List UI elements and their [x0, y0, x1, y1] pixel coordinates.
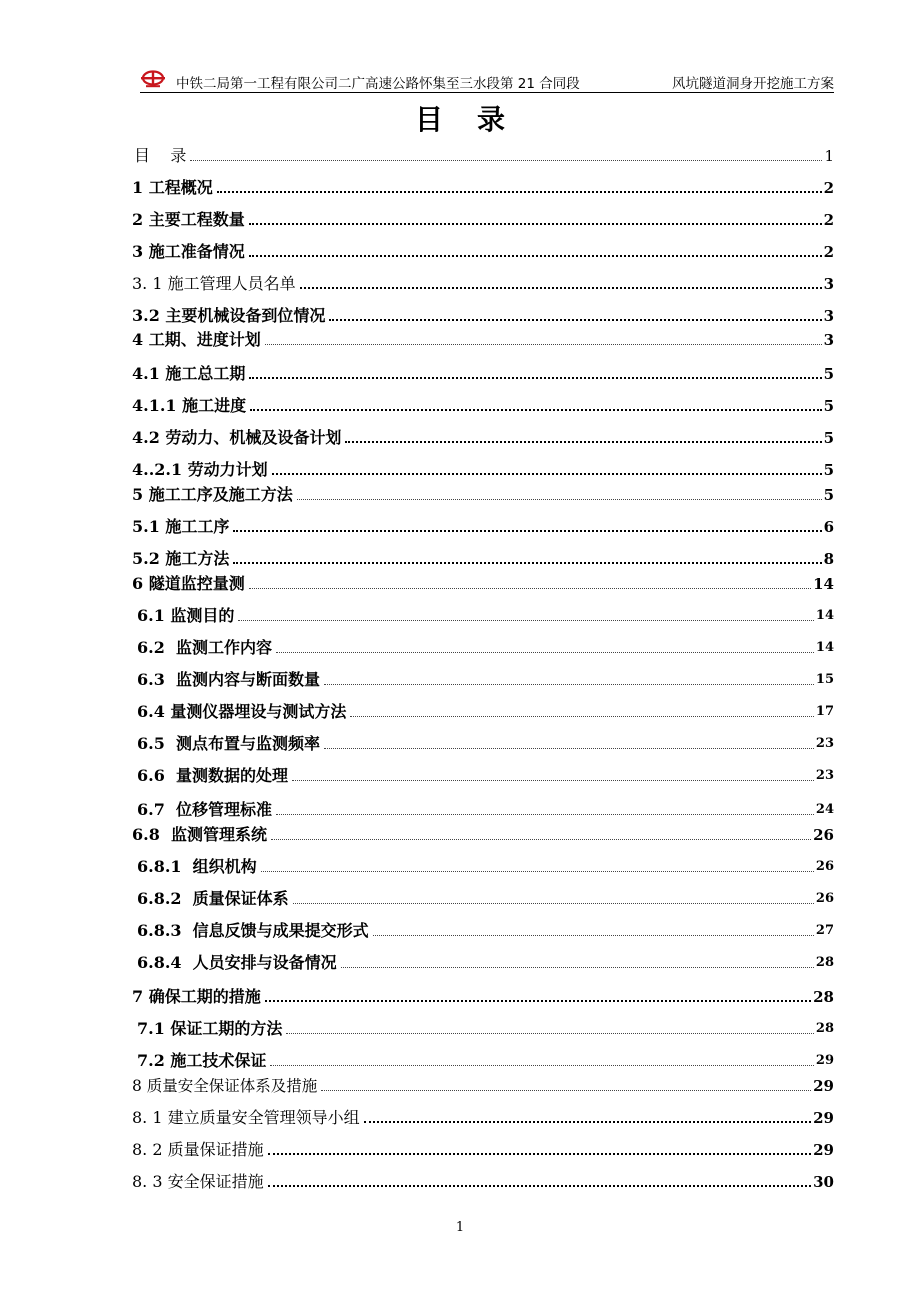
toc-entry-page: 26 — [815, 891, 834, 906]
toc-entry-label: 3. 1 施工管理人员名单 — [132, 274, 296, 293]
toc-leader — [268, 1153, 812, 1155]
toc-entry-page: 1 — [824, 147, 834, 165]
toc-entry[interactable] — [132, 570, 834, 594]
toc-leader — [238, 620, 813, 621]
toc-entry-label: 6.8.1 组织机构 — [137, 857, 257, 876]
toc-entry[interactable] — [137, 885, 834, 909]
toc-entry-label: 6.8 监测管理系统 — [132, 825, 267, 844]
toc-entry[interactable] — [132, 424, 834, 448]
toc-entry[interactable] — [134, 142, 834, 166]
toc-entry-label: 目 录 — [134, 146, 187, 165]
toc-entry-page: 3 — [823, 307, 834, 325]
toc-entry-page: 24 — [815, 802, 834, 817]
toc-entry[interactable] — [137, 1015, 834, 1039]
toc-leader — [217, 191, 822, 193]
toc-entry[interactable] — [132, 302, 834, 326]
toc-entry-page: 3 — [823, 275, 834, 293]
toc-leader — [271, 839, 811, 840]
page-number: 1 — [455, 1220, 465, 1235]
toc-entry[interactable] — [132, 1072, 834, 1096]
toc-leader — [341, 967, 814, 968]
toc-entry[interactable] — [132, 481, 834, 505]
toc-leader — [265, 1000, 811, 1002]
toc-leader — [329, 319, 821, 321]
toc-entry-page: 26 — [813, 826, 834, 844]
toc-entry[interactable] — [137, 796, 834, 820]
toc-entry-label: 6.8.3 信息反馈与成果提交形式 — [137, 921, 369, 940]
toc-leader — [292, 780, 814, 781]
toc-entry-label: 7 确保工期的措施 — [132, 987, 261, 1006]
toc-leader — [249, 377, 821, 379]
toc-leader — [249, 588, 811, 589]
toc-entry-page: 17 — [815, 704, 834, 719]
toc-entry[interactable] — [132, 1136, 834, 1160]
toc-entry-label: 6.7 位移管理标准 — [137, 800, 272, 819]
toc-leader — [297, 499, 822, 500]
toc-leader — [261, 871, 814, 872]
toc-leader — [324, 748, 814, 749]
toc-entry-label: 3 施工准备情况 — [132, 242, 245, 261]
toc-entry-label: 4.1.1 施工进度 — [132, 396, 247, 415]
toc-entry-page: 28 — [815, 955, 834, 970]
toc-entry-page: 2 — [823, 243, 834, 261]
toc-entry[interactable] — [137, 917, 834, 941]
toc-entry-label: 2 主要工程数量 — [132, 210, 245, 229]
toc-entry-label: 7.2 施工技术保证 — [137, 1051, 267, 1070]
toc-leader — [270, 1065, 813, 1066]
toc-leader — [233, 562, 821, 564]
toc-entry-page: 15 — [815, 672, 834, 687]
page-title: 目录 — [414, 103, 539, 136]
toc-entry-label: 5 施工工序及施工方法 — [132, 485, 293, 504]
toc-entry-page: 28 — [815, 1021, 834, 1036]
toc-leader — [293, 903, 814, 904]
toc-entry[interactable] — [137, 634, 834, 658]
toc-entry-page: 14 — [815, 608, 834, 623]
toc-leader — [249, 223, 822, 225]
toc-entry[interactable] — [132, 326, 834, 350]
toc-entry-label: 6.8.4 人员安排与设备情况 — [137, 953, 337, 972]
toc-entry-label: 6.6 量测数据的处理 — [137, 766, 288, 785]
toc-entry-label: 4.2 劳动力、机械及设备计划 — [132, 428, 342, 447]
toc-entry-label: 4.1 施工总工期 — [132, 364, 246, 383]
toc-leader — [276, 652, 814, 653]
toc-entry-page: 29 — [813, 1109, 834, 1127]
toc-leader — [345, 441, 821, 443]
toc-entry-label: 8. 3 安全保证措施 — [132, 1172, 264, 1191]
toc-entry[interactable] — [137, 1047, 834, 1071]
toc-entry-label: 6.3 监测内容与断面数量 — [137, 670, 320, 689]
toc-entry[interactable] — [132, 238, 834, 262]
toc-entry-page: 5 — [823, 461, 834, 479]
toc-entry[interactable] — [137, 762, 834, 786]
toc-entry[interactable] — [137, 666, 834, 690]
toc-leader — [350, 716, 813, 717]
toc-entry[interactable] — [132, 456, 834, 480]
toc-entry-label: 6.1 监测目的 — [137, 606, 235, 625]
toc-entry-page: 23 — [815, 768, 834, 783]
toc-entry[interactable] — [132, 1104, 834, 1128]
toc-leader — [300, 287, 822, 289]
toc-entry-page: 6 — [823, 518, 834, 536]
toc-entry-page: 5 — [823, 486, 834, 504]
toc-entry-label: 7.1 保证工期的方法 — [137, 1019, 283, 1038]
toc-entry-label: 6.8.2 质量保证体系 — [137, 889, 289, 908]
toc-entry-page: 29 — [815, 1053, 834, 1068]
toc-entry[interactable] — [137, 698, 834, 722]
toc-entry[interactable] — [132, 983, 834, 1007]
toc-entry-page: 5 — [823, 365, 834, 383]
toc-leader — [276, 814, 814, 815]
toc-entry-page: 2 — [823, 179, 834, 197]
toc-entry[interactable] — [132, 545, 834, 569]
toc-leader — [324, 684, 814, 685]
toc-entry-page: 23 — [815, 736, 834, 751]
toc-entry[interactable] — [132, 821, 834, 845]
toc-leader — [190, 160, 822, 161]
toc-entry[interactable] — [132, 392, 834, 416]
toc-entry-label: 6.5 测点布置与监测频率 — [137, 734, 320, 753]
toc-entry-label: 8 质量安全保证体系及措施 — [132, 1077, 318, 1095]
toc-entry-label: 6.4 量测仪器埋设与测试方法 — [137, 702, 347, 721]
toc-entry[interactable] — [132, 360, 834, 384]
toc-entry[interactable] — [137, 949, 834, 973]
toc-entry-label: 8. 1 建立质量安全管理领导小组 — [132, 1108, 360, 1127]
toc-entry-page: 27 — [815, 923, 834, 938]
toc-leader — [364, 1121, 812, 1123]
toc-entry-page: 14 — [813, 575, 834, 593]
toc-entry-page: 30 — [813, 1173, 834, 1191]
toc-entry-label: 3.2 主要机械设备到位情况 — [132, 306, 326, 325]
toc-entry[interactable] — [132, 206, 834, 230]
toc-entry[interactable] — [132, 513, 834, 537]
toc-leader — [233, 530, 821, 532]
toc-entry-label: 1 工程概况 — [132, 178, 213, 197]
toc-leader — [249, 255, 822, 257]
toc-entry[interactable] — [132, 270, 834, 294]
toc-entry-page: 29 — [813, 1141, 834, 1159]
toc-entry-page: 28 — [813, 988, 834, 1006]
toc-entry-page: 3 — [823, 331, 834, 349]
toc-entry[interactable] — [132, 1168, 834, 1192]
toc-entry-page: 5 — [823, 429, 834, 447]
toc-entry[interactable] — [137, 730, 834, 754]
header-right-text: 风坑隧道洞身开挖施工方案 — [672, 76, 834, 92]
toc-entry-label: 5.1 施工工序 — [132, 517, 230, 536]
toc-entry-label: 5.2 施工方法 — [132, 549, 230, 568]
toc-entry-label: 8. 2 质量保证措施 — [132, 1140, 264, 1159]
toc-leader — [373, 935, 814, 936]
toc-leader — [250, 409, 821, 411]
toc-entry[interactable] — [137, 853, 834, 877]
toc-entry-label: 6 隧道监控量测 — [132, 574, 245, 593]
toc-leader — [272, 473, 822, 475]
toc-leader — [268, 1185, 812, 1187]
header-left-text: 中铁二局第一工程有限公司二广高速公路怀集至三水段第 21 合同段 — [176, 76, 580, 92]
toc-leader — [321, 1090, 811, 1091]
toc-entry[interactable] — [137, 602, 834, 626]
toc-entry-page: 26 — [815, 859, 834, 874]
toc-entry-label: 6.2 监测工作内容 — [137, 638, 272, 657]
toc-entry-page: 29 — [813, 1077, 834, 1095]
toc-entry-page: 8 — [823, 550, 834, 568]
toc-leader — [286, 1033, 813, 1034]
toc-leader — [265, 344, 822, 345]
toc-entry-page: 2 — [823, 211, 834, 229]
toc-entry[interactable] — [132, 174, 834, 198]
toc-entry-page: 14 — [815, 640, 834, 655]
toc-entry-label: 4 工期、进度计划 — [132, 330, 261, 349]
toc-entry-page: 5 — [823, 397, 834, 415]
toc-entry-label: 4..2.1 劳动力计划 — [132, 460, 268, 479]
